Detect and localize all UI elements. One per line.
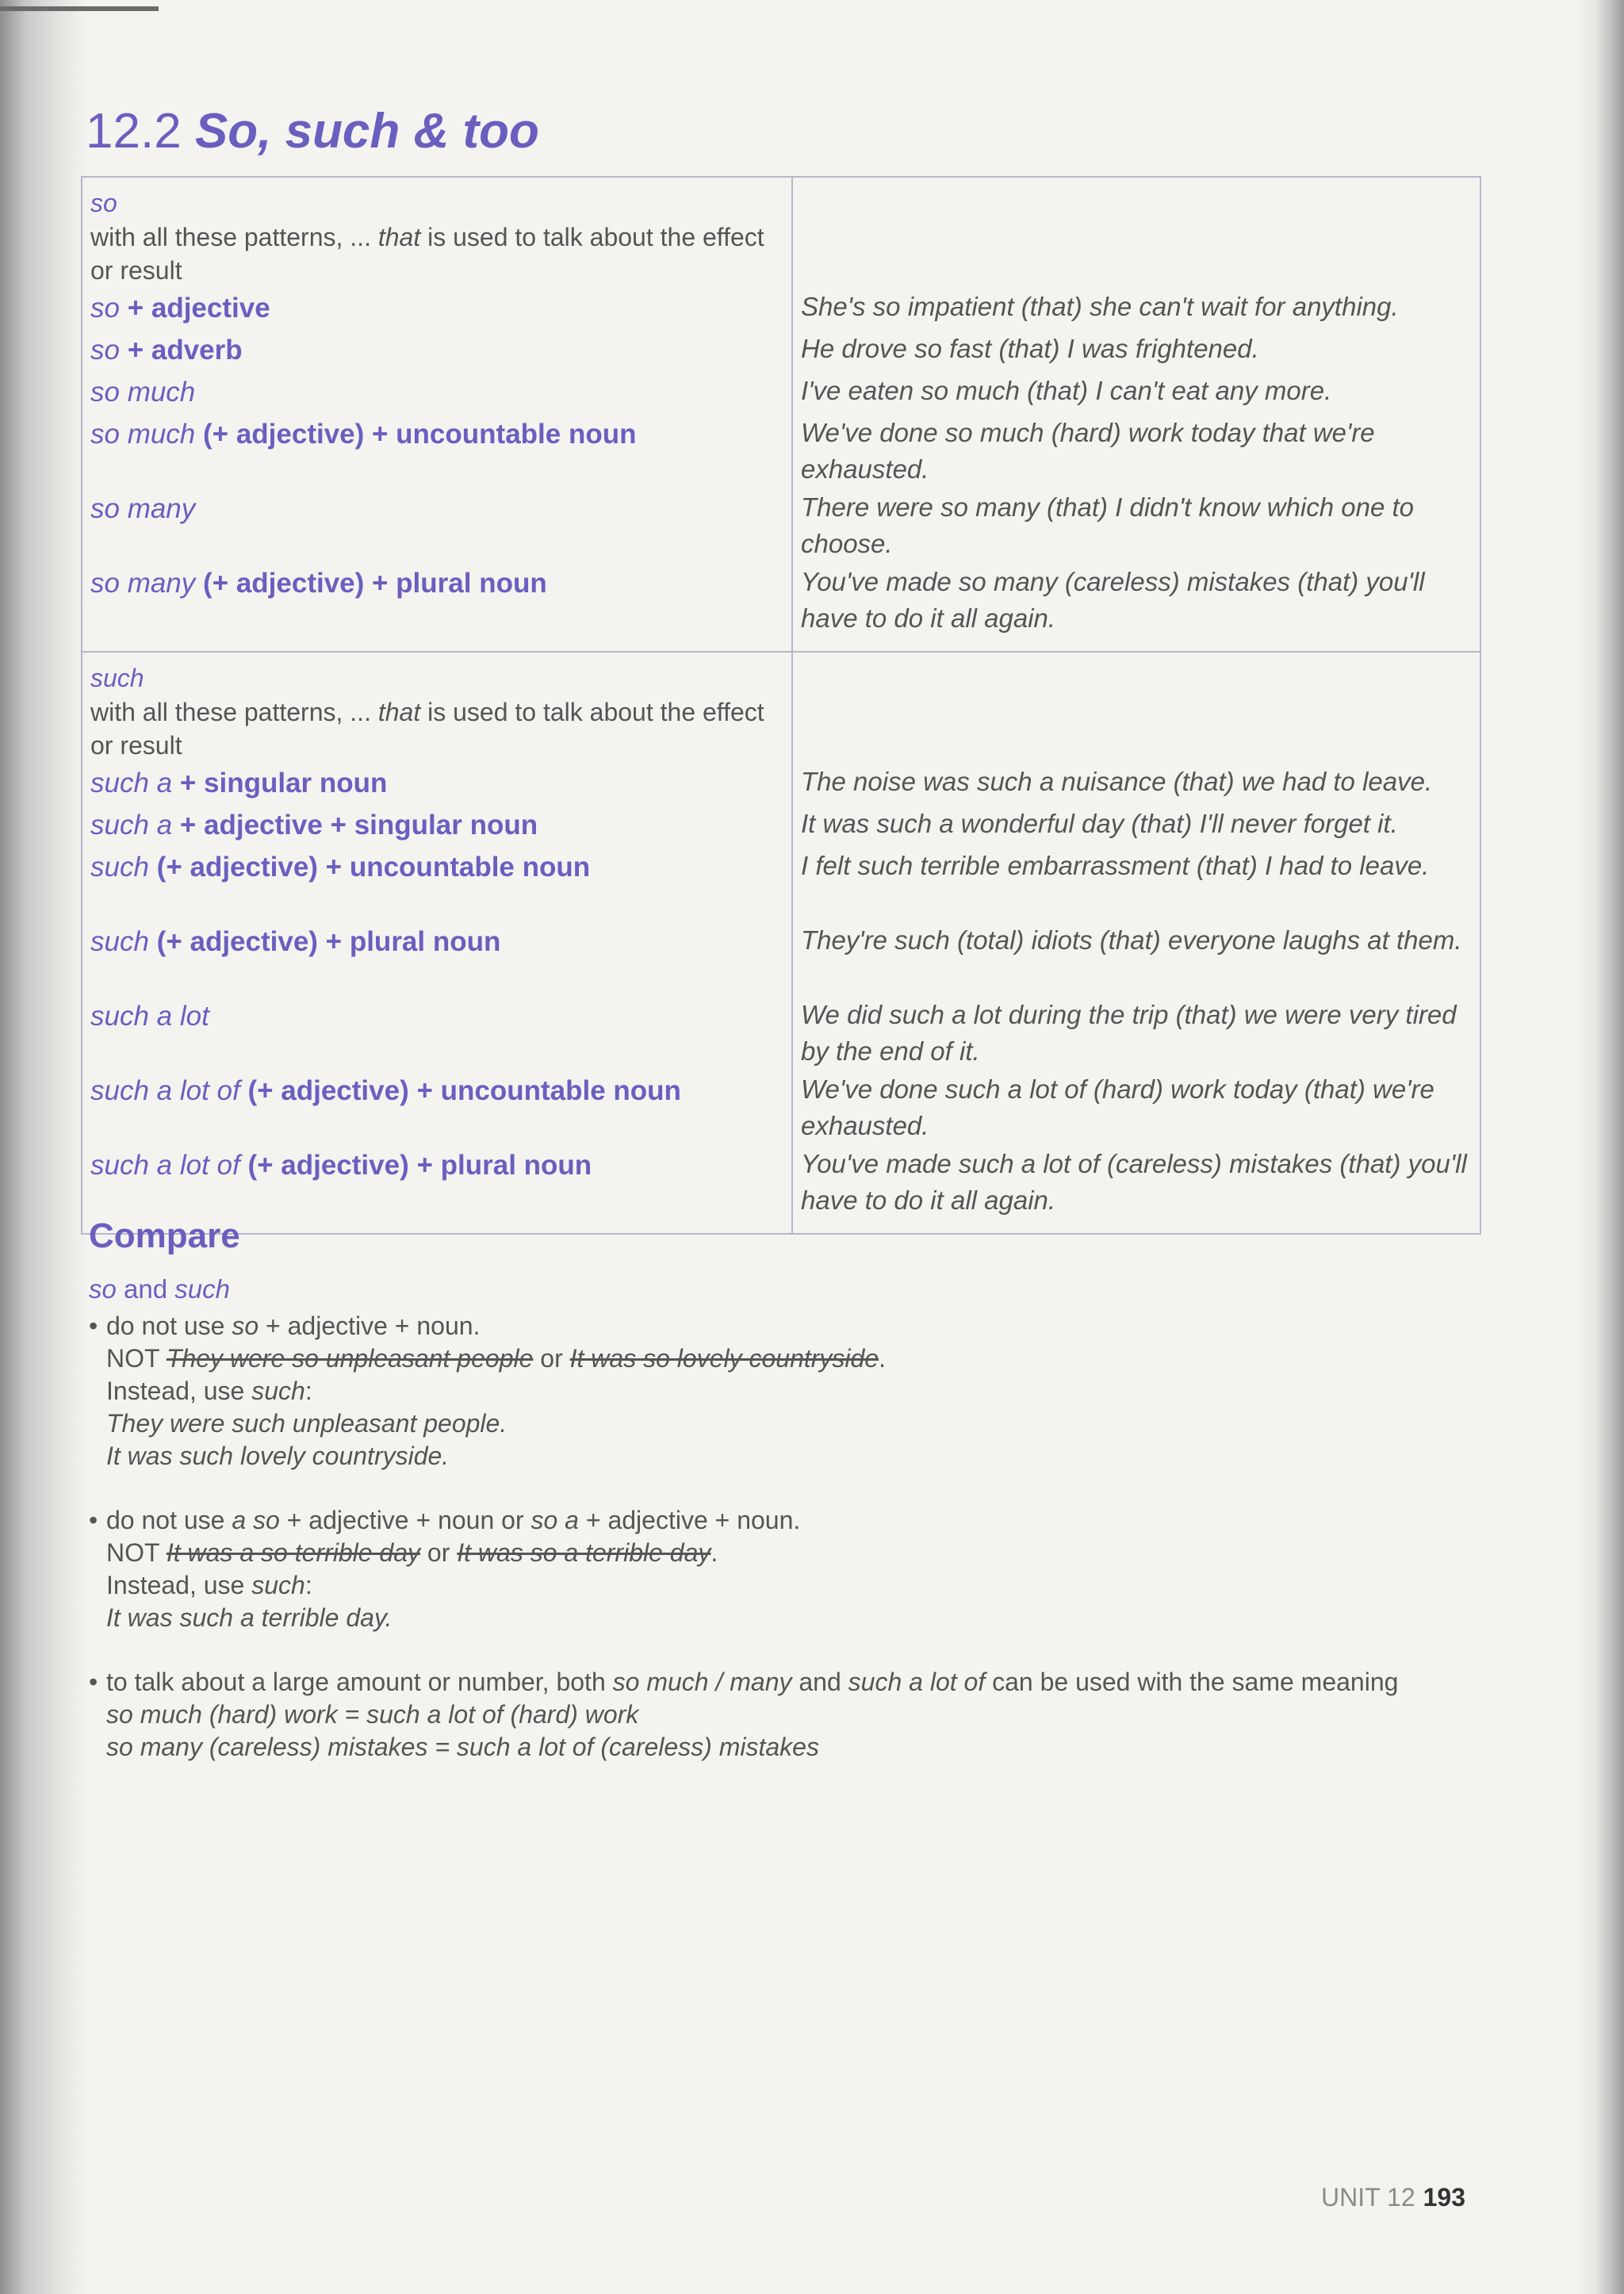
page-right-edge [1576,0,1624,2294]
compare-bullet-3 [89,1666,1484,1764]
so-pattern-list [90,290,782,640]
bullet-3-example-1: so much (hard) work = such a lot of (hard) work [106,1700,639,1729]
pattern-structure: (+ adjective) + plural noun [195,568,547,599]
b2-wrong-2: It was so a terrible day [457,1538,711,1567]
bullet-dot: • [89,1668,98,1696]
such-example-row: We did such a lot during the trip (that) we were very tired by the end of it. [801,1000,1457,1066]
pattern-keyword: so many [90,568,196,599]
bullet-2-example-1: It was such a terrible day. [106,1603,393,1632]
b3-it-1: so much / many [612,1668,792,1696]
pattern-keyword: such a [90,810,173,841]
bullet-1-not-line [106,1342,1484,1375]
so-example-row: She's so impatient (that) she can't wait for anything. [801,292,1399,321]
bullet-2-instead [106,1569,1484,1602]
such-example-row: We've done such a lot of (hard) work today (that) we're exhausted. [801,1074,1434,1140]
b1-not: NOT [106,1344,167,1373]
top-rule [0,6,159,11]
such-pattern-row [90,849,782,924]
b2-it-2: so a [530,1506,579,1534]
pattern-keyword: so much [90,377,196,408]
b3-it-2: such a lot of [848,1668,986,1696]
such-pattern-row [90,924,782,998]
compare-bullet-1 [89,1310,1484,1473]
b1-instead-it: such [251,1377,305,1405]
so-examples-spacer [801,186,1470,289]
bullet-dot: • [89,1312,98,1340]
sub-such: such [174,1274,230,1304]
b1-wrong-1: They were so unpleasant people [166,1344,534,1373]
pattern-structure: (+ adjective) + uncountable noun [148,852,591,883]
b3-mid: and [791,1668,848,1696]
b2-pre: do not use [106,1506,232,1534]
bullet-2-rule [106,1504,1484,1537]
such-pattern-row [90,998,782,1073]
pattern-keyword: such [90,852,149,883]
so-example-row: He drove so fast (that) I was frightened. [801,334,1259,363]
so-example-row: You've made so many (careless) mistakes (that) you'll have to do it all again. [801,567,1425,633]
so-heading: so [90,189,117,217]
such-examples-spacer [801,661,1470,764]
pattern-keyword: so [90,293,120,324]
pattern-structure: + adjective [119,293,270,324]
such-patterns-cell [82,652,792,1234]
b2-instead-post: : [304,1571,312,1599]
compare-section [89,1216,1484,1795]
such-note-that: that [377,698,421,726]
b1-instead-post: : [304,1377,312,1405]
so-block [82,177,1480,652]
book-binding-shadow [0,0,87,2294]
such-example-row: You've made such a lot of (careless) mistakes (that) you'll have to do it all again. [801,1149,1467,1215]
pattern-structure: (+ adjective) + uncountable noun [239,1075,681,1106]
pattern-structure: + adverb [119,335,243,366]
pattern-structure: + singular noun [172,768,388,798]
b2-instead-pre: Instead, use [106,1571,252,1599]
pattern-structure: + adjective + singular noun [172,810,538,841]
page-number: 193 [1423,2183,1465,2212]
such-pattern-row [90,807,782,849]
pattern-keyword: such a [90,768,173,798]
bullet-1-example-2: It was such lovely countryside. [106,1442,450,1470]
so-pattern-row [90,491,782,565]
b2-wrong-1: It was a so terrible day [166,1538,420,1567]
b2-post: + adjective + noun. [578,1506,801,1534]
bullet-1-instead [106,1375,1484,1407]
so-example-row: We've done so much (hard) work today that we're exhausted. [801,418,1375,484]
b2-it-1: a so [232,1506,280,1534]
bullet-1-rule [106,1310,1484,1342]
such-heading: such [90,664,144,692]
so-note [90,220,782,287]
b1-it: so [232,1312,259,1340]
section-title-text: So, such & too [194,104,539,159]
compare-heading: Compare [89,1216,240,1255]
so-pattern-row [90,332,782,374]
pattern-structure: (+ adjective) + uncountable noun [195,419,637,450]
grammar-table [81,176,1481,1235]
bullet-3-example-2: so many (careless) mistakes = such a lot of (careless) mistakes [106,1733,819,1761]
bullet-1-example-1: They were such unpleasant people. [106,1409,508,1438]
so-example-row: I've eaten so much (that) I can't eat any more. [801,376,1332,405]
such-note [90,695,782,762]
page-footer [1321,2183,1465,2212]
bullet-3-rule [106,1666,1484,1698]
so-note-that: that [377,223,421,251]
so-pattern-row [90,290,782,332]
compare-bullet-2 [89,1504,1484,1634]
so-note-pre: with all these patterns, ... [90,223,371,251]
so-pattern-row [90,374,782,416]
sub-so: so [89,1274,117,1304]
pattern-structure: (+ adjective) + plural noun [148,926,501,957]
such-example-list [801,764,1470,1220]
compare-subheading [89,1272,1484,1307]
pattern-keyword: so many [90,493,196,524]
such-example-row: The noise was such a nuisance (that) we had to leave. [801,767,1433,796]
b1-wrong-2: It was so lovely countryside [569,1344,879,1373]
pattern-structure: (+ adjective) + plural noun [239,1150,592,1181]
b1-end: . [879,1344,887,1373]
such-example-row: It was such a wonderful day (that) I'll never forget it. [801,809,1398,838]
pattern-keyword: such a lot of [90,1150,240,1181]
such-pattern-row [90,765,782,807]
such-note-pre: with all these patterns, ... [90,698,371,726]
such-pattern-row [90,1147,782,1222]
so-pattern-row [90,565,782,640]
b3-post: can be used with the same meaning [985,1668,1399,1696]
pattern-keyword: so [90,335,120,366]
such-example-row: They're such (total) idiots (that) everyone laughs at them. [801,925,1462,955]
b1-post: + adjective + noun. [259,1312,481,1340]
so-example-list [801,289,1470,638]
b2-end: . [710,1538,718,1567]
b2-not: NOT [106,1538,167,1567]
so-pattern-row [90,416,782,491]
b3-pre: to talk about a large amount or number, both [106,1668,613,1696]
such-example-row: I felt such terrible embarrassment (that) I had to leave. [801,851,1430,880]
b2-or: or [420,1538,458,1567]
bullet-2-not-line [106,1537,1484,1569]
section-number: 12.2 [86,104,182,159]
b1-or: or [533,1344,570,1373]
such-block [82,652,1480,1234]
pattern-keyword: such a lot of [90,1075,240,1106]
such-pattern-row [90,1073,782,1147]
so-examples-cell [792,177,1480,652]
pattern-keyword: such a lot [90,1001,209,1032]
such-note-post: is used to talk about the effect or result [90,698,764,760]
section-title [86,103,539,159]
b2-instead-it: such [251,1571,305,1599]
sub-and: and [116,1274,175,1304]
so-note-post: is used to talk about the effect or result [90,223,764,285]
b1-instead-pre: Instead, use [106,1377,252,1405]
pattern-keyword: such [90,926,149,957]
b2-mid: + adjective + noun or [279,1506,531,1534]
unit-label: UNIT 12 [1321,2183,1415,2212]
such-examples-cell [792,652,1480,1234]
b1-pre: do not use [106,1312,232,1340]
so-patterns-cell [82,177,792,652]
bullet-dot: • [89,1506,98,1534]
such-pattern-list [90,765,782,1222]
so-example-row: There were so many (that) I didn't know which one to choose. [801,492,1415,558]
pattern-keyword: so much [90,419,196,450]
